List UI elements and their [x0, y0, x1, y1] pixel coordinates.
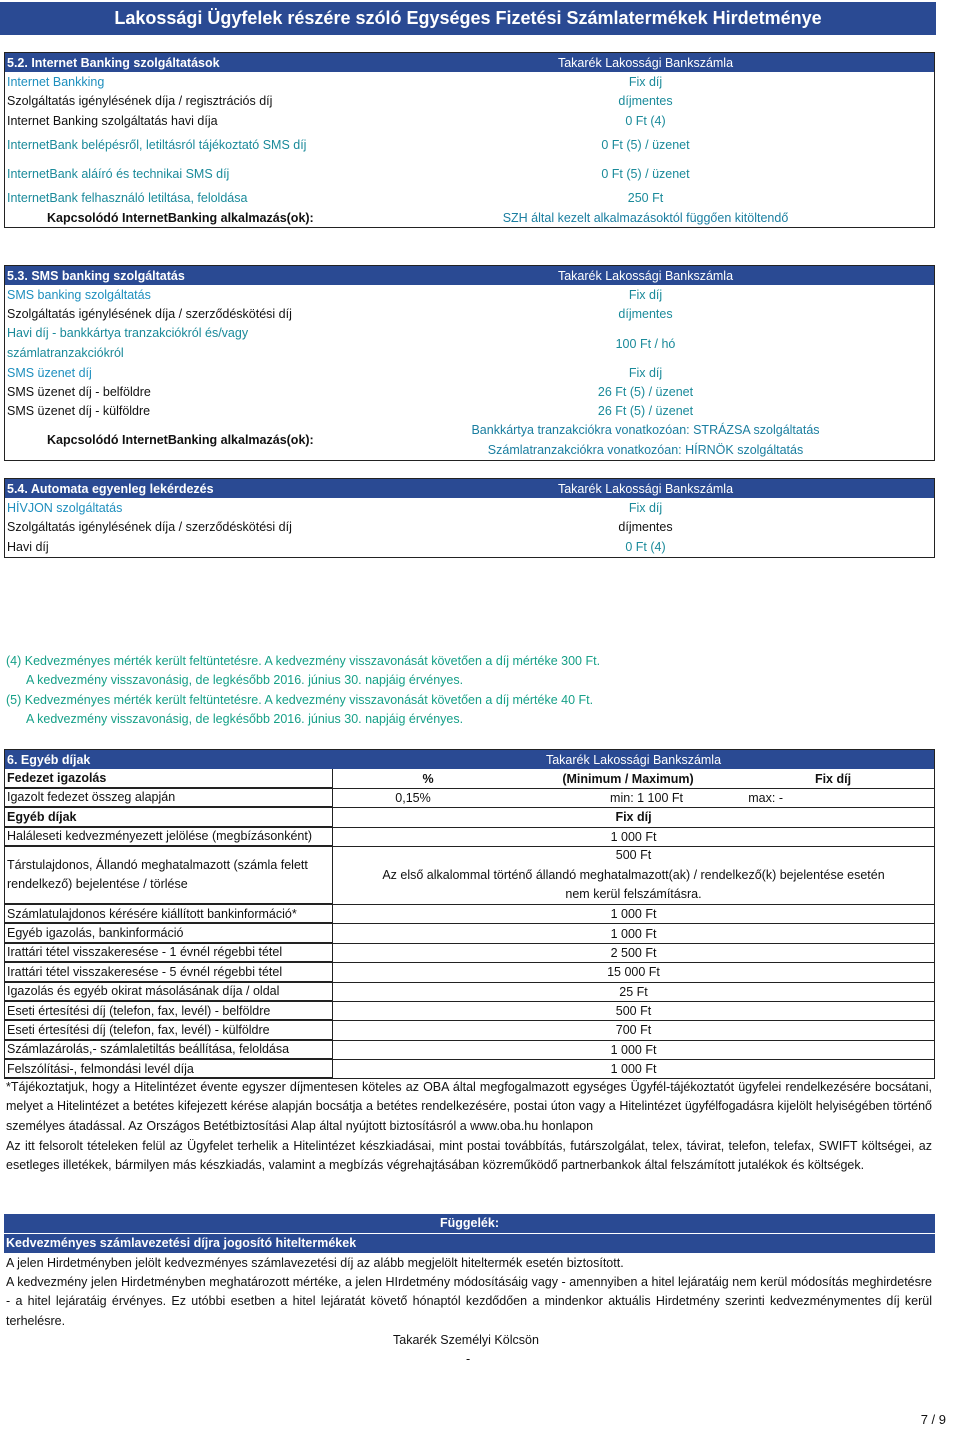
other-fees-table: 6. Egyéb díjak Takarék Lakossági Bankszámla Fedezet igazolás % (Minimum / Maximum) Fix díj Igazolt fedezet összeg alapján 0,15% min: 1 100 Ft max: - Egyéb díjak Fix díj Haláleseti kedvezményezett jelölése (megbízásonként) 1 000 Ft Társtulajdonos, Állandó meghatalmazott (számla felett rendelkező) bejelentése / törlése 500 Ft Az első alkalommal történő állandó meghatalmazott(ak) / rendelkező(k) bejelentése esetén nem kerül felszámításra. Számlatulajdonos kérésére kiállított bankinformáció* 1 000 Ft Egyéb igazolás, bankinformáció 1 000 Ft Irattári tétel visszakeresése - 1 évnél régebbi tétel 2 500 Ft Irattári tétel visszakeresése - 5 évnél régebbi tétel 15 000 Ft Igazolás és egyéb okirat másolásának díja / oldal 25 Ft Eseti értesítési díj (telefon, fax, levél) - belföldre 500 Ft Eseti értesítési díj (telefon, fax, levél) - külföldre 700 Ft Számlazárolás,- számlaletiltás beállítása, feloldása 1 000 Ft Felszólítási-, felmondási levél díja 1 000 Ft: [4, 749, 935, 1079]
product-name: Takarék Személyi Kölcsön: [393, 1333, 539, 1347]
info-footnote: *Tájékoztatjuk, hogy a Hitelintézet évente egyszer díjmentesen köteles az OBA által megfogalmazott egységes Ügyfél-tájékoztatót ügyfelei rendelkezésére bocsátani, melyet a Hitelintézet a betétes kifejezett kérése alapján bocsátja a betétes rendelkezésére, postai úton vagy a Hitelintézet ügyfélfogadásra kijelölt helyiségében történő személyes átadással. Az Országos Betétbiztosítási Alap által nyújtott biztosításról a www.oba.hu honlapon: [6, 1080, 932, 1133]
footnotes: (4) Kedvezményes mérték került feltüntetésre. A kedvezmény visszavonását követően a díj mértéke 300 Ft. A kedvezmény visszavonásig, de legkésőbb 2016. június 30. napjáig érvényes. (5) Kedvezményes mérték került feltüntetésre. A kedvezmény visszavonását követően a díj mértéke 40 Ft. A kedvezmény visszavonásig, de legkésőbb 2016. június 30. napjáig érvényes.: [6, 654, 601, 727]
section-title: 5.4. Automata egyenleg lekérdezés: [7, 481, 214, 496]
internet-banking-table: 5.2. Internet Banking szolgáltatások Takarék Lakossági Bankszámla Internet Bankking Fix díj Szolgáltatás igénylésének díja / regisztrációs díj díjmentes Internet Banking szolgáltatás havi díja 0 Ft (4) InternetBank belépésről, letiltásról tájékoztató SMS díj 0 Ft (5) / üzenet InternetBank aláíró és technikai SMS díj 0 Ft (5) / üzenet InternetBank felhasználó letiltása, feloldása 250 Ft Kapcsolódó InternetBanking alkalmazás(ok): SZH által kezelt alkalmazásoktól függően kitöltendő: [4, 52, 935, 228]
page-number: 7 / 9: [920, 1412, 946, 1427]
costs-footnote: Az itt felsorolt tételeken felül az Ügyfelet terhelik a Hitelintézet készkiadásai, mint postai továbbítás, futárszolgálat, telex, távirat, telefon, telefax, SWIFT költségei, az esetleges illetékek, bármilyen más készkiadás, valamint a megbízás végrehajtásában közreműködő partnerbankok által felszámított jutalékok és költségek.: [6, 1139, 932, 1173]
appendix-title: Függelék:: [4, 1214, 935, 1233]
appendix-p2: A kedvezmény jelen Hirdetményben meghatározott mértéke, a jelen HIrdetmény módosításáig vagy - amennyiben a hitel lejáratáig nem kerül módosítás meghirdetésre - a hitel lejáratáig érvényes. Ez utóbbi esetben a hitel lejáratát követő hónaptól kezdődően a mindenkor aktuális Hirdetmény szerinti kedvezménymentes díj kerül terhelésre.: [6, 1275, 932, 1328]
section-title: 5.3. SMS banking szolgáltatás: [7, 268, 185, 283]
section-title: 6. Egyéb díjak: [7, 752, 91, 767]
product-dash: -: [466, 1352, 471, 1366]
page-title: Lakossági Ügyfelek részére szóló Egységes Fizetési Számlatermékek Hirdetménye: [0, 2, 936, 35]
sms-banking-table: 5.3. SMS banking szolgáltatás Takarék Lakossági Bankszámla SMS banking szolgáltatás Fix díj Szolgáltatás igénylésének díja / szerződéskötési díj díjmentes Havi díj - bankkártya tranzakciókról és/vagy számlatranzakciókról 100 Ft / hó SMS üzenet díj Fix díj SMS üzenet díj - belföldre 26 Ft (5) / üzenet SMS üzenet díj - külföldre 26 Ft (5) / üzenet Kapcsolódó InternetBanking alkalmazás(ok): Bankkártya tranzakciókra vonatkozóan: STRÁZSA szolgáltatás Számlatranzakciókra vonatkozóan: HÍRNÖK szolgáltatás: [4, 265, 935, 461]
atm-balance-table: 5.4. Automata egyenleg lekérdezés Takarék Lakossági Bankszámla HÍVJON szolgáltatás Fix díj Szolgáltatás igénylésének díja / szerződéskötési díj díjmentes Havi díj 0 Ft (4): [4, 478, 935, 558]
appendix-subtitle: Kedvezményes számlavezetési díjra jogosító hiteltermékek: [4, 1234, 935, 1253]
section-title: 5.2. Internet Banking szolgáltatások: [7, 55, 220, 70]
appendix-p1: A jelen Hirdetményben jelölt kedvezményes számlavezetési díj az alább megjelölt hiteltermék esetén biztosított.: [6, 1256, 624, 1270]
